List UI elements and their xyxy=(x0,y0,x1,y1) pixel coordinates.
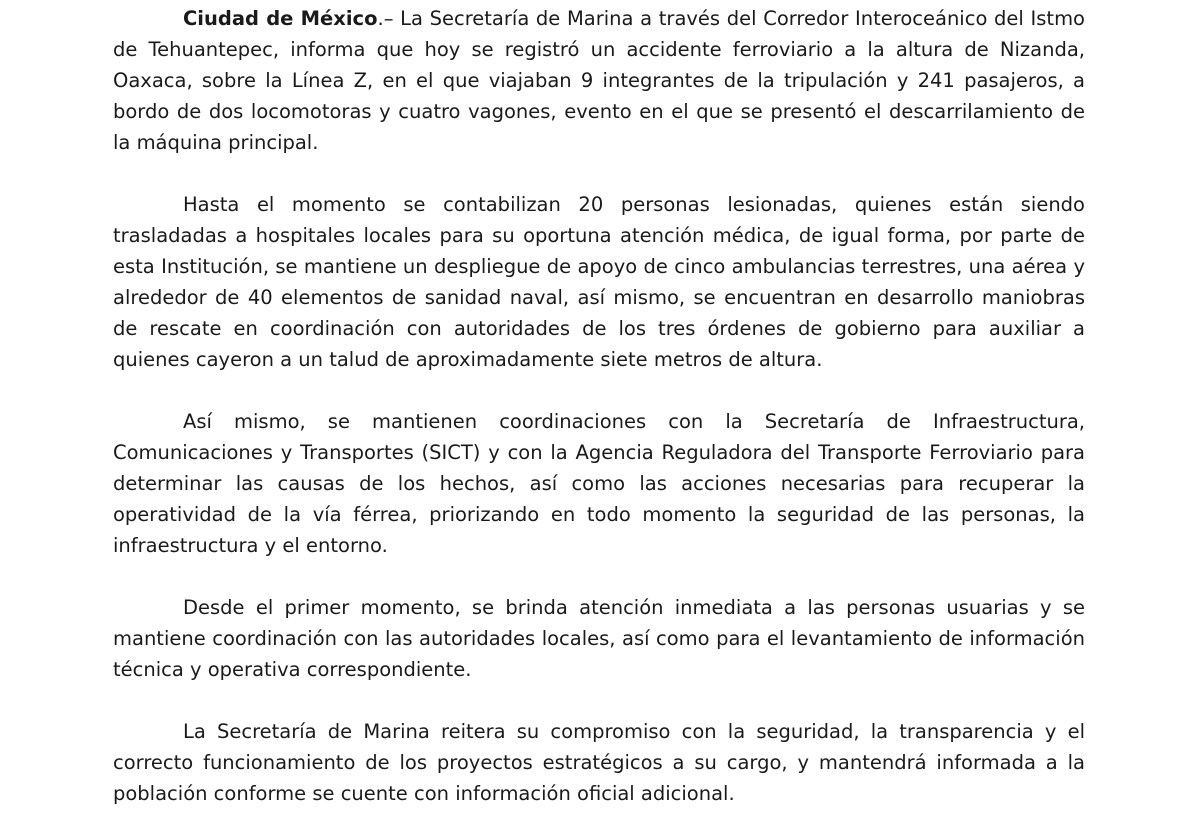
paragraph-4: Desde el primer momento, se brinda atención inmediata a las personas usuarias y se mantiene coordinación con las autoridades locales, así como para el levantamiento de información técnica y operativa correspondiente. xyxy=(113,596,1085,681)
dateline-separator: .– xyxy=(377,7,401,30)
paragraph-1 xyxy=(113,3,1085,158)
press-release-page xyxy=(113,3,1085,840)
paragraph-1-text: La Secretaría de Marina a través del Corredor Interoceánico del Istmo de Tehuantepec, informa que hoy se registró un accidente ferroviario a la altura de Nizanda, Oaxaca, sobre la Línea Z, en el que viajaban 9 integrantes de la tripulación y 241 pasajeros, a bordo de dos locomotoras y cuatro vagones, evento en el que se presentó el descarrilamiento de la máquina principal. xyxy=(113,7,1085,154)
dateline: Ciudad de México xyxy=(183,7,378,30)
paragraph-2: Hasta el momento se contabilizan 20 personas lesionadas, quienes están siendo trasladadas a hospitales locales para su oportuna atención médica, de igual forma, por parte de esta Institución, se mantiene un despliegue de apoyo de cinco ambulancias terrestres, una aérea y alrededor de 40 elementos de sanidad naval, así mismo, se encuentran en desarrollo maniobras de rescate en coordinación con autoridades de los tres órdenes de gobierno para auxiliar a quienes cayeron a un talud de aproximadamente siete metros de altura. xyxy=(113,193,1085,371)
paragraph-5: La Secretaría de Marina reitera su compromiso con la seguridad, la transparencia y el correcto funcionamiento de los proyectos estratégicos a su cargo, y mantendrá informada a la población conforme se cuente con información oficial adicional. xyxy=(113,720,1085,805)
paragraph-3: Así mismo, se mantienen coordinaciones con la Secretaría de Infraestructura, Comunicaciones y Transportes (SICT) y con la Agencia Reguladora del Transporte Ferroviario para determinar las causas de los hechos, así como las acciones necesarias para recuperar la operatividad de la vía férrea, priorizando en todo momento la seguridad de las personas, la infraestructura y el entorno. xyxy=(113,410,1085,557)
